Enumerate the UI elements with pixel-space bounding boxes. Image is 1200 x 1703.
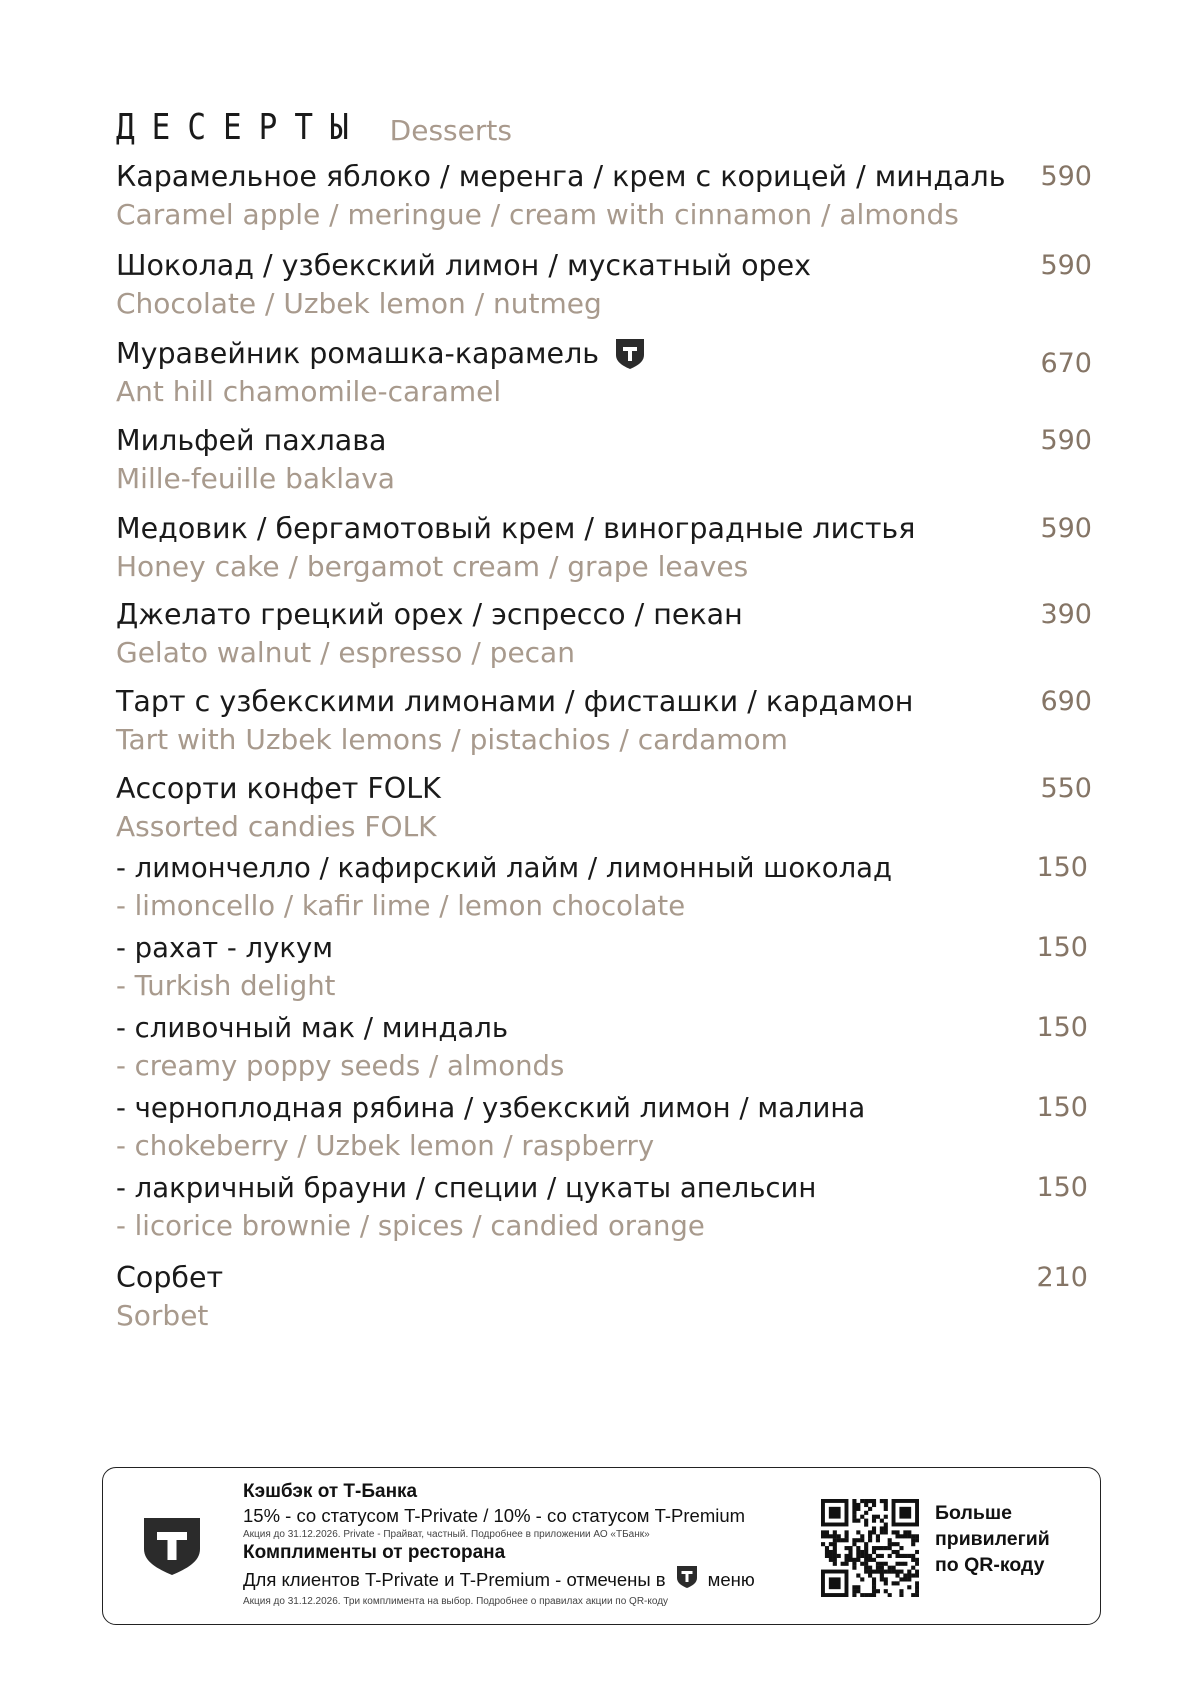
qr-caption-line: привилегий [935, 1528, 1050, 1550]
promo-text-block [243, 1480, 823, 1608]
menu-item [116, 335, 1092, 411]
menu-sub-item [116, 1169, 1092, 1245]
item-name-ru: Тарт с узбекскими лимонами / фисташки / кардамон [116, 685, 914, 718]
item-name-ru: Муравейник ромашка-карамель [116, 337, 600, 370]
compliments-text-before: Для клиентов T-Private и T-Premium - отмечены в [243, 1569, 666, 1590]
item-name-ru: Карамельное яблоко / меренга / крем с корицей / миндаль [116, 160, 1006, 193]
sub-item-price: 150 [1036, 852, 1088, 883]
item-price: 590 [1040, 250, 1092, 281]
menu-item [116, 422, 1092, 498]
sub-item-name-en: - limoncello / kafir lime / lemon chocolate [116, 890, 686, 922]
sub-item-name-ru: - сливочный мак / миндаль [116, 1012, 509, 1044]
sub-item-price: 150 [1036, 1012, 1088, 1043]
item-name-en: Mille-feuille baklava [116, 462, 395, 495]
sub-item-price: 150 [1036, 1172, 1088, 1203]
item-price: 590 [1040, 161, 1092, 192]
t-bank-shield-small-icon [676, 1565, 698, 1595]
item-price: 550 [1040, 773, 1092, 804]
item-name-en: Caramel apple / meringue / cream with cinnamon / almonds [116, 198, 959, 231]
item-name-ru-row [116, 335, 1092, 373]
cashback-text: 15% - со статусом T-Private / 10% - со статусом T-Premium [243, 1505, 746, 1526]
item-price: 690 [1040, 686, 1092, 717]
item-name-en: Honey cake / bergamot cream / grape leaves [116, 550, 749, 583]
menu-item [116, 770, 1092, 846]
qr-caption [935, 1500, 1050, 1578]
menu-sub-item [116, 1009, 1092, 1085]
menu-sub-item [116, 849, 1092, 925]
section-title-ru: ДЕСЕРТЫ [116, 106, 366, 148]
t-bank-shield-icon [141, 1515, 203, 1581]
menu-item [116, 1259, 1092, 1335]
menu-item [116, 158, 1092, 234]
item-price: 590 [1040, 425, 1092, 456]
menu-item [116, 510, 1092, 586]
sub-item-name-en: - chokeberry / Uzbek lemon / raspberry [116, 1130, 655, 1162]
item-name-ru: Мильфей пахлава [116, 424, 387, 457]
compliments-text [243, 1565, 823, 1595]
sub-item-price: 150 [1036, 1092, 1088, 1123]
compliments-title: Комплименты от ресторана [243, 1542, 506, 1563]
section-title-en: Desserts [389, 114, 512, 147]
section-header [116, 106, 512, 160]
item-name-en: Sorbet [116, 1299, 209, 1332]
sub-item-name-ru: - лакричный брауни / специи / цукаты апельсин [116, 1172, 817, 1204]
item-name-ru: Медовик / бергамотовый крем / виноградные листья [116, 512, 916, 545]
sub-item-name-en: - creamy poppy seeds / almonds [116, 1050, 565, 1082]
item-name-en: Assorted candies FOLK [116, 810, 437, 843]
item-name-ru: Сорбет [116, 1261, 224, 1294]
sub-item-name-ru: - лимончелло / кафирский лайм / лимонный шоколад [116, 852, 893, 884]
sub-item-name-en: - Turkish delight [116, 970, 336, 1002]
sub-item-price: 150 [1036, 932, 1088, 963]
qr-caption-line: по QR-коду [935, 1554, 1045, 1576]
menu-item [116, 596, 1092, 672]
compliments-fine-print: Акция до 31.12.2026. Три комплимента на выбор. Подробнее о правилах акции по QR-коду [243, 1596, 669, 1607]
sub-item-name-ru: - рахат - лукум [116, 932, 334, 964]
item-name-ru: Шоколад / узбекский лимон / мускатный орех [116, 249, 811, 282]
item-price: 590 [1040, 513, 1092, 544]
t-bank-promo-box [102, 1467, 1101, 1625]
item-name-en: Chocolate / Uzbek lemon / nutmeg [116, 287, 602, 320]
menu-item [116, 247, 1092, 323]
item-name-en: Gelato walnut / espresso / pecan [116, 636, 575, 669]
item-price: 390 [1040, 599, 1092, 630]
cashback-title: Кэшбэк от Т-Банка [243, 1481, 418, 1502]
sub-item-name-en: - licorice brownie / spices / candied orange [116, 1210, 705, 1242]
qr-code[interactable] [821, 1499, 919, 1597]
cashback-fine-print: Акция до 31.12.2026. Private - Прайват, частный. Подробнее в приложении АО «ТБанк» [243, 1529, 650, 1540]
item-name-ru: Ассорти конфет FOLK [116, 772, 441, 805]
item-name-ru: Джелато грецкий орех / эспрессо / пекан [116, 598, 743, 631]
menu-sub-item [116, 1089, 1092, 1165]
t-bank-shield-icon [615, 338, 645, 370]
qr-caption-line: Больше [935, 1502, 1012, 1524]
sub-item-name-ru: - черноплодная рябина / узбекский лимон / малина [116, 1092, 866, 1124]
item-name-en: Tart with Uzbek lemons / pistachios / cardamom [116, 723, 788, 756]
compliments-text-after: меню [707, 1569, 755, 1590]
menu-sub-item [116, 929, 1092, 1005]
menu-item [116, 683, 1092, 759]
item-price: 670 [1040, 348, 1092, 379]
item-price: 210 [1036, 1262, 1088, 1293]
item-name-en: Ant hill chamomile-caramel [116, 375, 502, 408]
